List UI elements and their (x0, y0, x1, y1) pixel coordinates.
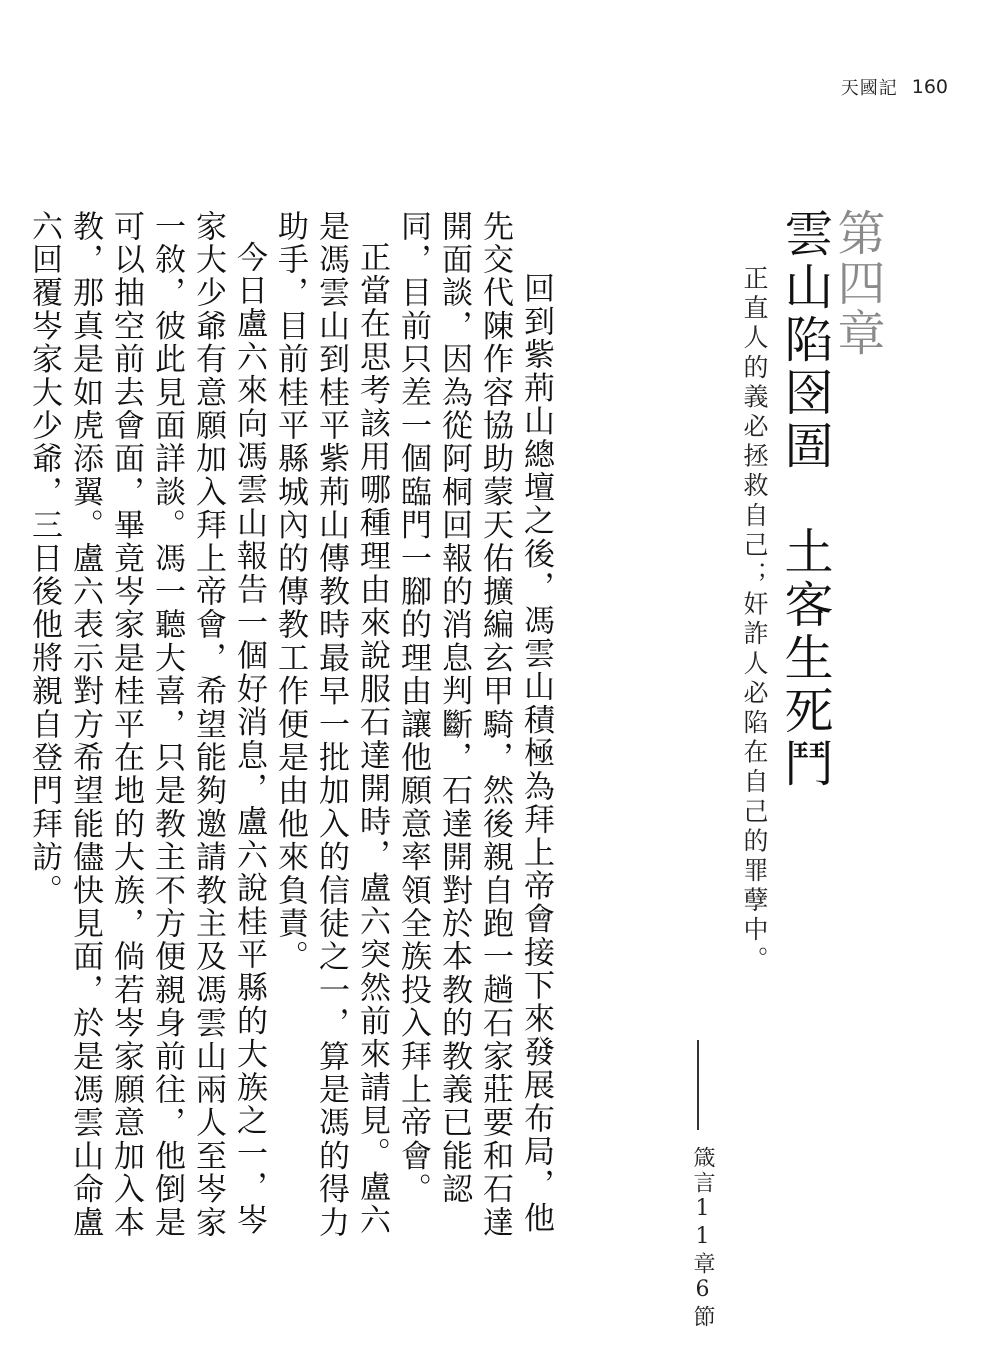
body-paragraph-3: 今日盧六來向馮雲山報告一個好消息，盧六說桂平縣的大族之一，岑家大少爺有意願加入拜上帝會，希望能夠邀請教主及馮雲山兩人至岑家一敘，彼此見面詳談。馮一聽大喜，只是教主不方便親身前往，他倒是可以抽空前去會面，畢竟岑家是桂平在地的大族，倘若岑家願意加入本教，那真是如虎添翼。盧六表示對方希望能儘快見面，於是馮雲山命盧六回覆岑家大少爺，三日後他將親自登門拜訪。 (26, 210, 267, 1240)
body-text (26, 210, 556, 1250)
chapter-title: 雲山陷囹圄 土客生死鬥 (777, 208, 834, 791)
chapter-number: 第四章 (829, 208, 885, 358)
body-paragraph-2: 正當在思考該用哪種理由來說服石達開時，盧六突然前來請見。盧六是馮雲山到桂平紫荊山傳教時最早一批加入的信徒之一，算是馮的得力助手，目前桂平縣城內的傳教工作便是由他來負責。 (272, 210, 390, 1240)
epigraph-reference: 箴言11章6節 (690, 1146, 715, 1330)
running-head (841, 72, 948, 102)
chapter-epigraph: 正直人的義必拯救自己；奸詐人必陷在自己的罪孽中。 (740, 265, 769, 976)
epigraph-rule (697, 1040, 699, 1130)
book-title: 天國記 (840, 78, 898, 99)
page-number: 160 (911, 76, 948, 98)
body-paragraph-1: 回到紫荊山總壇之後，馮雲山積極為拜上帝會接下來發展布局，他先交代陳作容協助蒙天佑擴編玄甲騎，然後親自跑一趟石家莊要和石達開面談，因為從阿桐回報的消息判斷，石達開對於本教的教義已能認同，目前只差一個臨門一腳的理由讓他願意率領全族投入拜上帝會。 (395, 210, 554, 1240)
